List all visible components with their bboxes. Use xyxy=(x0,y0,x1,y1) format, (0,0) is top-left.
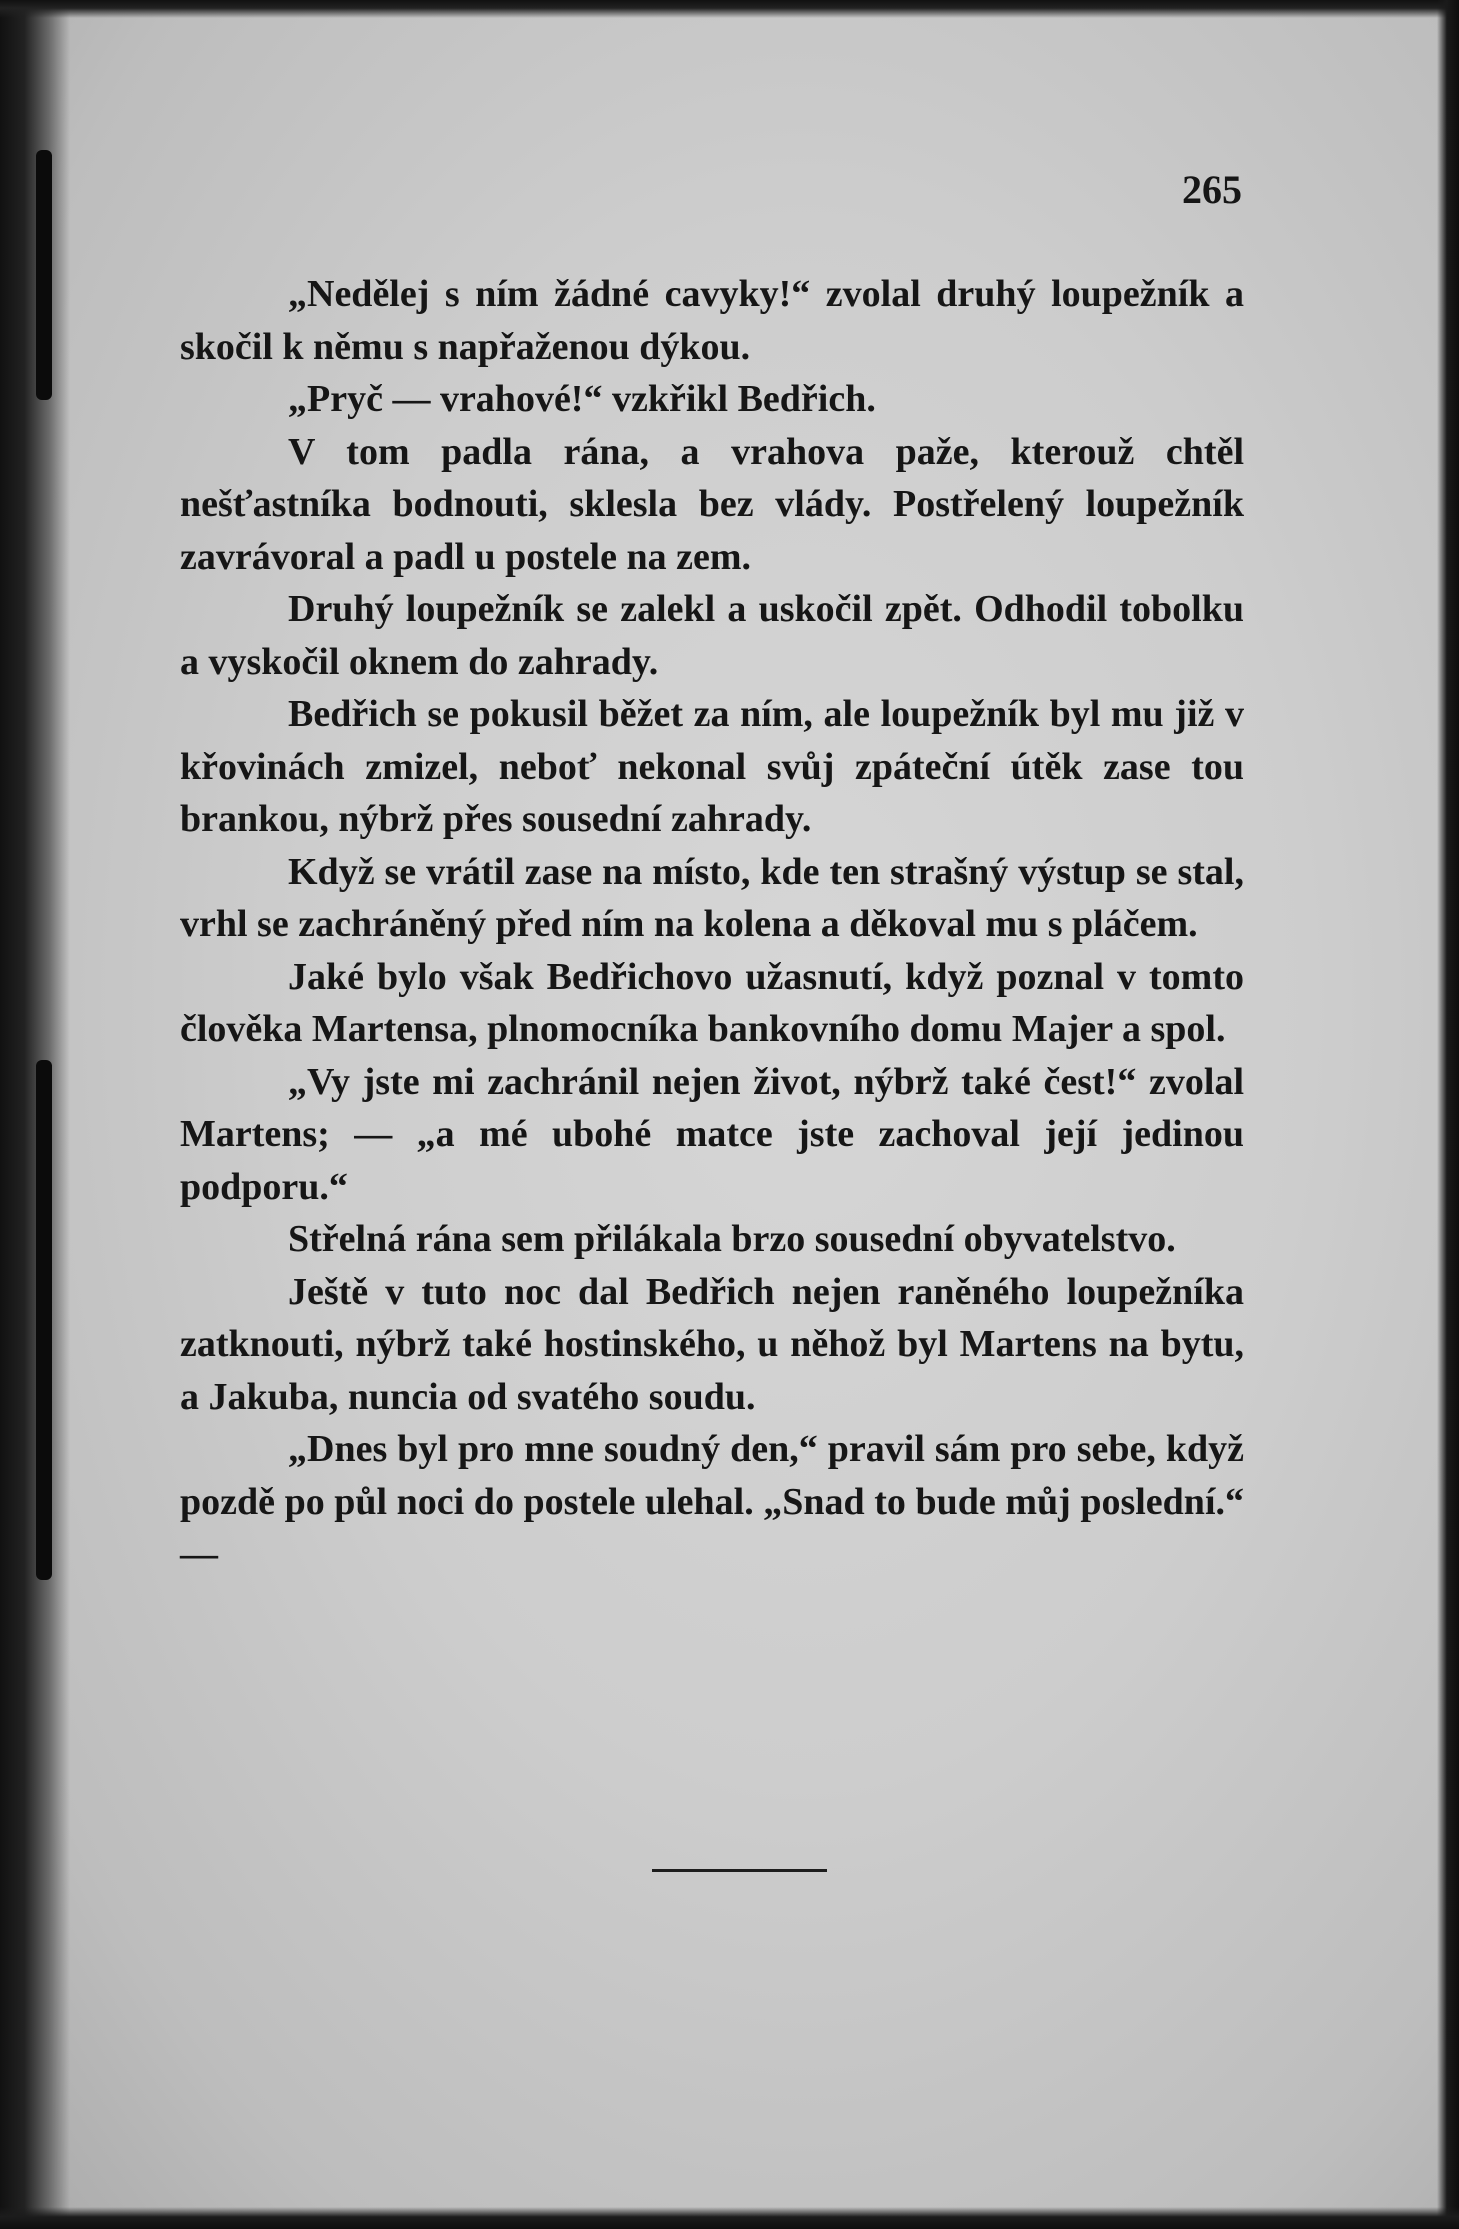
page-number: 265 xyxy=(1182,167,1242,212)
paragraph: Střelná rána sem přilákala brzo sousední obyvatelstvo. xyxy=(288,1218,1176,1260)
paragraph: V tom padla rána, a vrahova paže, kterouž chtěl nešťastníka bodnouti, sklesla bez vlády. Postřelený loupežník zavrávoral a padl u postele na zem. xyxy=(180,430,1244,578)
paragraph: Bedřich se pokusil běžet za ním, ale loupežník byl mu již v křovinách zmizel, neboť nekonal svůj zpáteční útěk zase tou brankou, nýbrž přes sousední zahrady. xyxy=(180,693,1244,840)
binding-shadow xyxy=(36,1060,52,1580)
scan-edge-bottom xyxy=(0,2207,1459,2229)
paragraph: Druhý loupežník se zalekl a uskočil zpět. Odhodil tobolku a vyskočil oknem do zahrady. xyxy=(180,588,1244,683)
paragraph: Když se vrátil zase na místo, kde ten strašný výstup se stal, vrhl se zachráněný před ním na kolena a děkoval mu s pláčem. xyxy=(180,850,1244,945)
paragraph: Jaké bylo však Bedřichovo užasnutí, když poznal v tomto člověka Martensa, plnomocníka bankovního domu Majer a spol. xyxy=(180,955,1244,1050)
scan-edge-top xyxy=(0,0,1459,18)
section-end-rule xyxy=(652,1869,827,1872)
binding-shadow xyxy=(36,150,52,400)
binding-edge xyxy=(0,0,70,2229)
paragraph: „Vy jste mi zachránil nejen život, nýbrž také čest!“ zvolal Martens; — „a mé ubohé matce jste zachoval její jedinou podporu.“ xyxy=(180,1060,1244,1208)
body-text xyxy=(180,268,1244,1581)
scan-edge-right xyxy=(1437,0,1459,2229)
paragraph: „Pryč — vrahové!“ vzkřikl Bedřich. xyxy=(288,378,876,420)
paragraph: „Nedělej s ním žádné cavyky!“ zvolal druhý loupežník a skočil k němu s napřaženou dýkou. xyxy=(180,273,1244,368)
paragraph: Ještě v tuto noc dal Bedřich nejen raněného loupežníka zatknouti, nýbrž také hostinského, u něhož byl Martens na bytu, a Jakuba, nuncia od svatého soudu. xyxy=(180,1270,1244,1418)
paragraph: „Dnes byl pro mne soudný den,“ pravil sám pro sebe, když pozdě po půl noci do postele ulehal. „Snad to bude můj poslední.“ — xyxy=(180,1428,1244,1575)
